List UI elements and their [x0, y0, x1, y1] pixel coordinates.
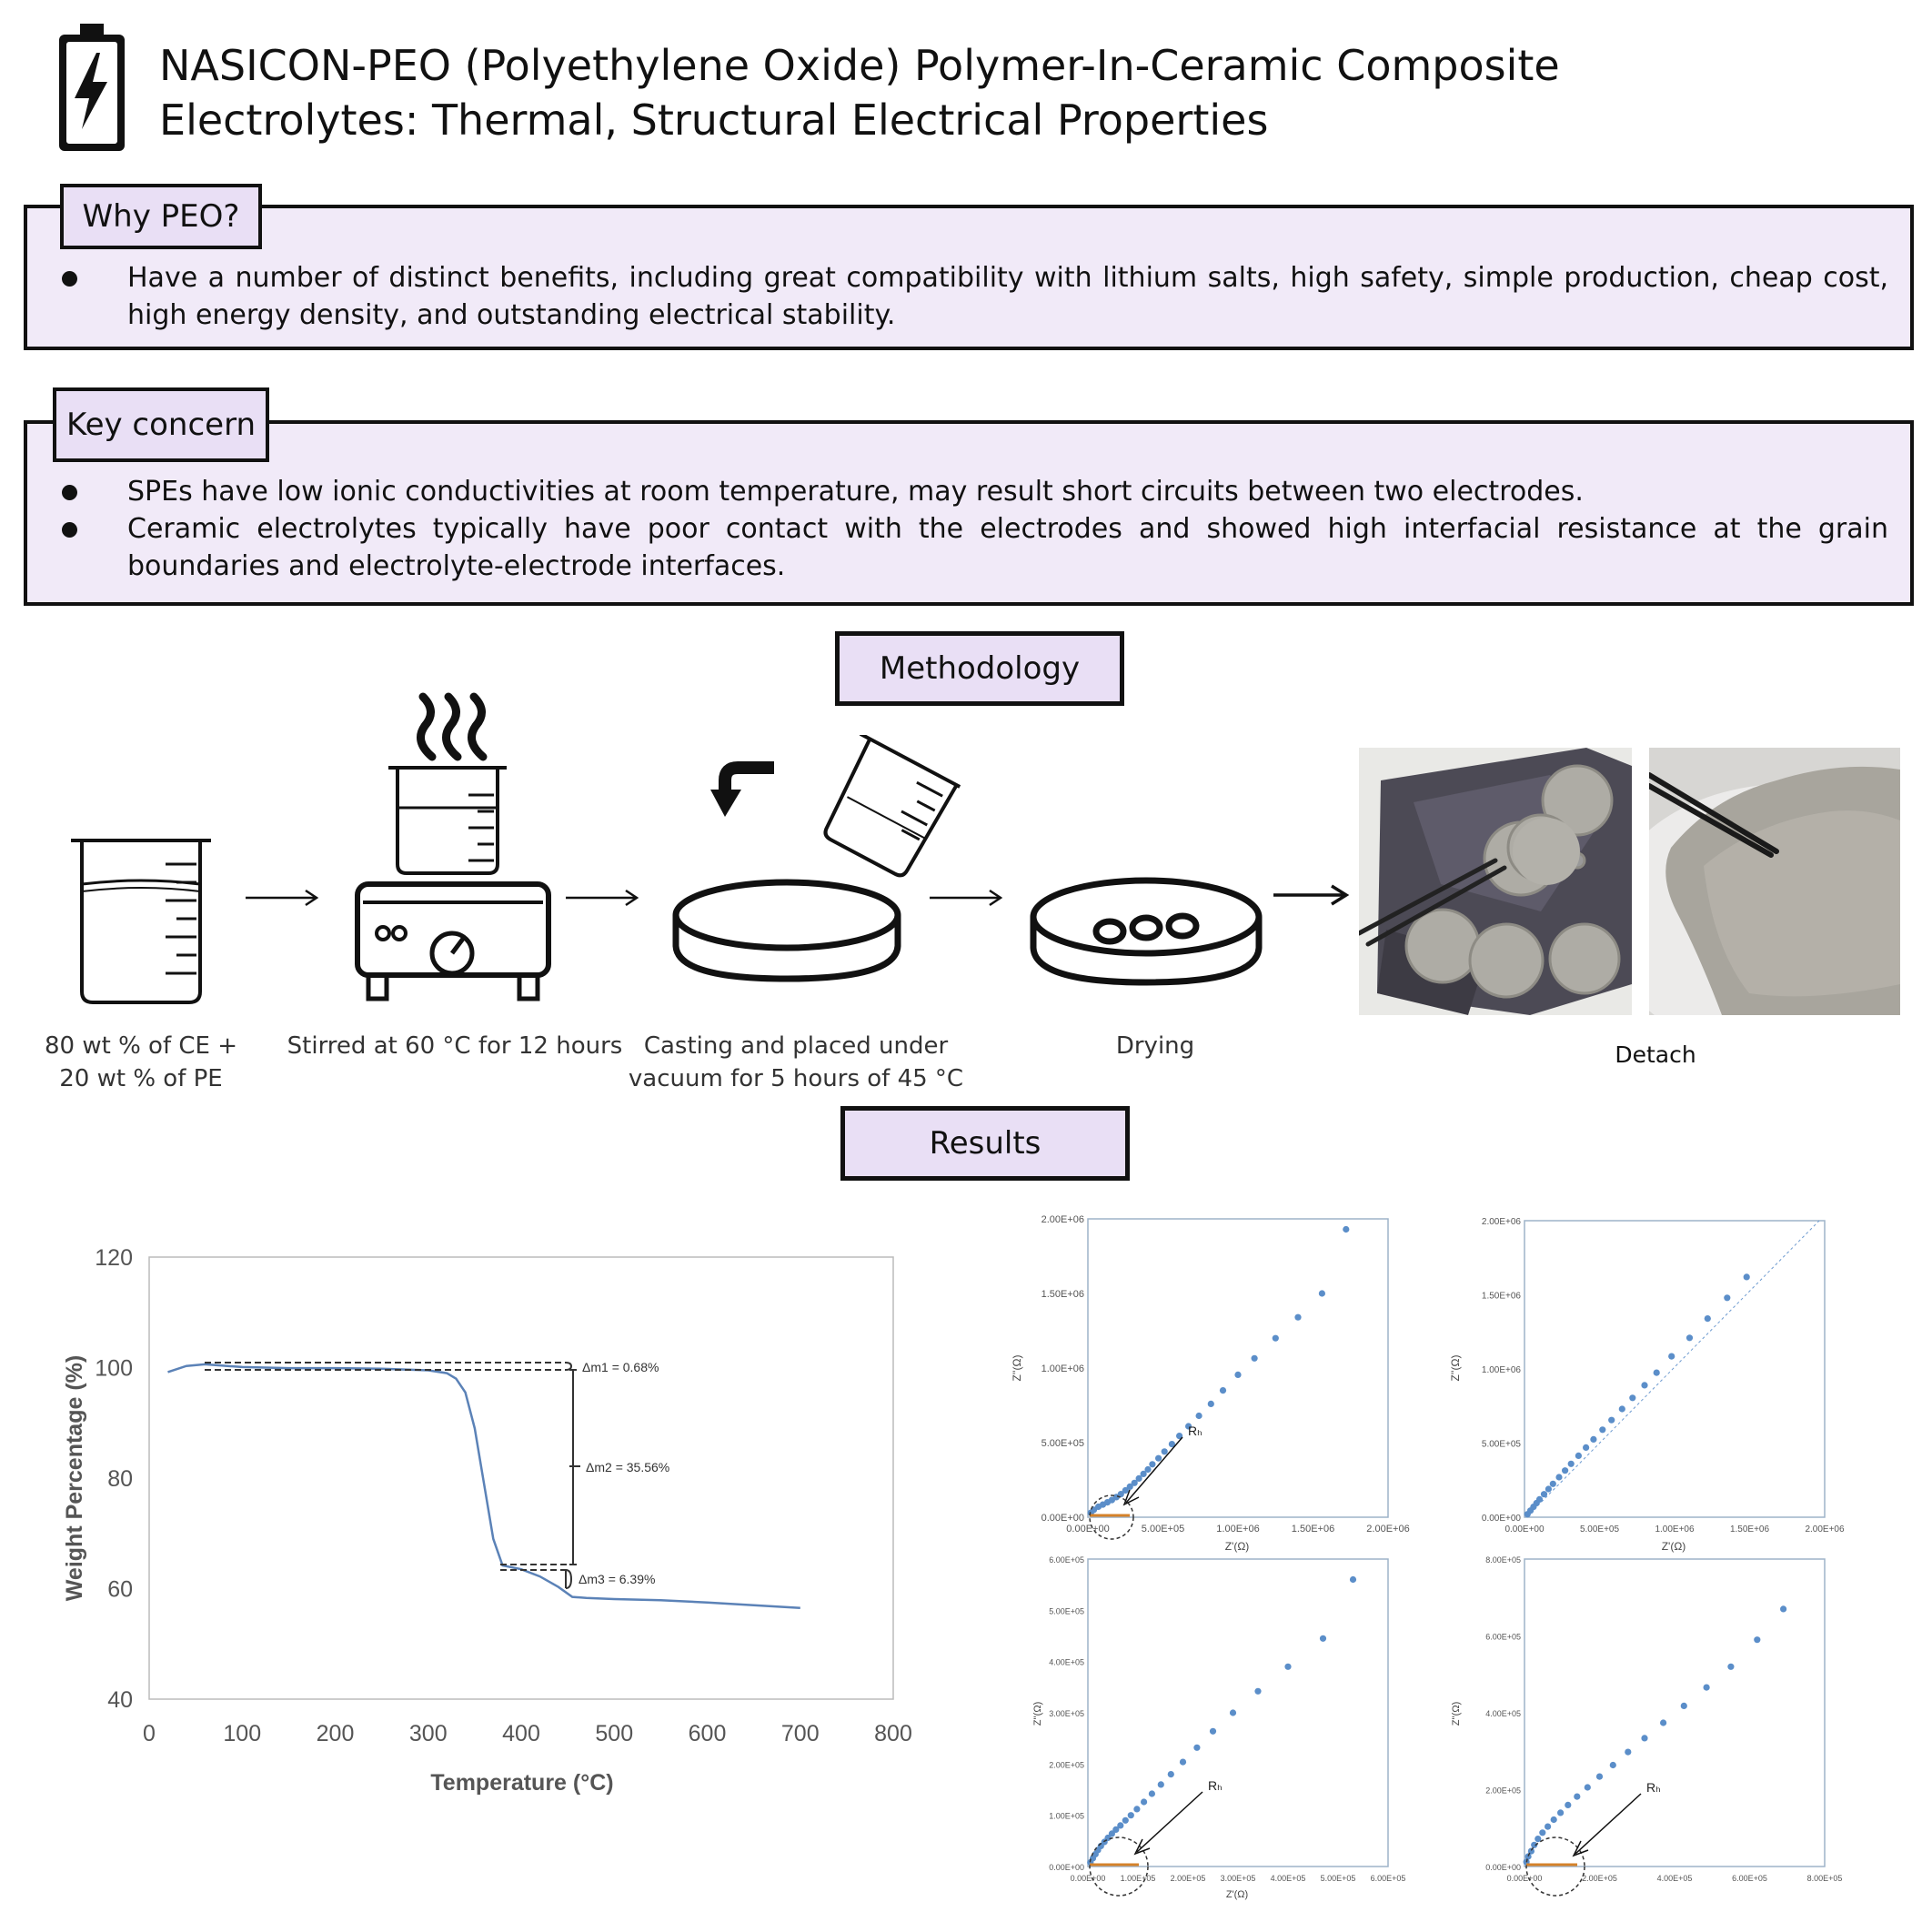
petri-dish-pour-icon: [669, 735, 987, 990]
tga-x-tick-1: 100: [223, 1721, 262, 1746]
nyquist-1-point-14: [1149, 1461, 1155, 1467]
nyquist-2-x-tick-0: 0.00E+00: [1504, 1524, 1545, 1535]
nyquist-2-point-11: [1575, 1453, 1582, 1459]
nyquist-2-y-label: Z''(Ω): [1449, 1354, 1462, 1382]
step-5-label: Detach: [1615, 1041, 1696, 1068]
nyquist-3-point-15: [1158, 1781, 1164, 1787]
nyquist-4-x-tick-0: 0.00E+00: [1506, 1874, 1543, 1883]
nyquist-4-x-tick-2: 4.00E+05: [1656, 1874, 1693, 1883]
tga-x-tick-7: 700: [780, 1721, 820, 1746]
nyquist-2-point-19: [1654, 1370, 1660, 1376]
tga-x-tick-2: 200: [316, 1721, 355, 1746]
nyquist-plot-3: [1010, 1546, 1410, 1901]
nyquist-3-point-9: [1117, 1822, 1123, 1828]
arrow-right-icon: [564, 887, 640, 909]
nyquist-4-point-8: [1557, 1809, 1564, 1816]
nyquist-3-point-19: [1210, 1728, 1216, 1735]
key-concern-bullets: [55, 473, 1888, 585]
nyquist-4-point-17: [1681, 1703, 1687, 1709]
nyquist-4-point-13: [1610, 1762, 1616, 1768]
tga-y-ticks: [95, 1245, 133, 1713]
nyquist-4-y-tick-0: 0.00E+00: [1485, 1863, 1521, 1872]
hotplate-stirrer-icon: [350, 691, 559, 1010]
nyquist-4-point-19: [1727, 1664, 1734, 1670]
nyquist-1-rb-label: Rₕ: [1188, 1424, 1202, 1438]
nyquist-2-point-17: [1629, 1394, 1635, 1401]
tga-y-axis-label: Weight Percentage (%): [62, 1354, 87, 1602]
tga-x-tick-4: 400: [502, 1721, 540, 1746]
nyquist-3-point-12: [1133, 1806, 1140, 1812]
nyquist-2-x-tick-4: 2.00E+06: [1805, 1524, 1845, 1535]
nyquist-2-point-13: [1590, 1436, 1596, 1443]
nyquist-2-point-21: [1686, 1334, 1693, 1341]
why-peo-panel: [24, 205, 1914, 350]
nyquist-4-point-7: [1551, 1816, 1557, 1823]
nyquist-3-y-label: Z''(Ω): [1032, 1701, 1043, 1726]
nyquist-2-y-tick-4: 2.00E+06: [1481, 1217, 1521, 1227]
nyquist-1-point-24: [1252, 1355, 1258, 1362]
arrow-right-icon: [928, 887, 1004, 909]
nyquist-4-point-20: [1754, 1636, 1760, 1643]
detached-membrane-photo: [1649, 748, 1900, 1015]
nyquist-4-point-6: [1545, 1824, 1551, 1830]
nyquist-3-point-24: [1350, 1576, 1356, 1583]
nyquist-3-point-22: [1284, 1664, 1291, 1670]
tga-plot-frame: [149, 1257, 893, 1699]
tga-x-tick-5: 500: [595, 1721, 634, 1746]
step-1-label: 80 wt % of CE + 20 wt % of PE: [45, 1032, 237, 1092]
nyquist-3-x-label: Z'(Ω): [1225, 1889, 1249, 1900]
nyquist-3-point-23: [1320, 1635, 1326, 1642]
nyquist-2-y-tick-2: 1.00E+06: [1481, 1365, 1521, 1375]
nyquist-plot-4: [1446, 1546, 1846, 1901]
nyquist-3-point-20: [1230, 1709, 1236, 1716]
nyquist-4-y-label: Z''(Ω): [1451, 1701, 1462, 1726]
nyquist-4-point-12: [1596, 1774, 1603, 1780]
nyquist-1-x-tick-2: 1.00E+06: [1216, 1524, 1260, 1535]
nyquist-1-point-27: [1319, 1290, 1325, 1296]
nyquist-2-y-tick-1: 5.00E+05: [1481, 1439, 1521, 1450]
tga-x-tick-3: 300: [408, 1721, 448, 1746]
nyquist-1-point-15: [1155, 1455, 1162, 1462]
step-3-label: Casting and placed under vacuum for 5 hours of 45 °C: [628, 1032, 964, 1092]
nyquist-4-point-21: [1780, 1605, 1786, 1612]
nyquist-3-point-11: [1128, 1812, 1134, 1818]
nyquist-1-point-21: [1208, 1401, 1214, 1407]
tga-annotation-dm2: Δm2 = 35.56%: [586, 1460, 670, 1474]
nyquist-4-x-tick-1: 2.00E+05: [1582, 1874, 1617, 1883]
nyquist-2-point-10: [1568, 1461, 1575, 1467]
nyquist-1-point-20: [1196, 1413, 1202, 1419]
tga-y-tick-1: 60: [107, 1576, 133, 1603]
nyquist-1-y-tick-0: 0.00E+00: [1041, 1513, 1084, 1524]
nyquist-3-y-tick-3: 3.00E+05: [1049, 1709, 1084, 1718]
nyquist-3-point-17: [1180, 1759, 1186, 1766]
poster-title-line1: NASICON-PEO (Polyethylene Oxide) Polymer-In-Ceramic Composite: [159, 41, 1560, 90]
why-peo-heading: Why PEO?: [60, 184, 262, 249]
nyquist-plot-1: [1010, 1210, 1410, 1555]
tga-x-tick-6: 600: [688, 1721, 727, 1746]
nyquist-2-y-tick-3: 1.50E+06: [1481, 1291, 1521, 1302]
nyquist-3-point-18: [1193, 1745, 1200, 1751]
arrow-right-icon: [244, 887, 320, 909]
nyquist-4-point-11: [1585, 1784, 1591, 1790]
nyquist-3-y-tick-0: 0.00E+00: [1049, 1863, 1084, 1872]
nyquist-1-x-tick-4: 2.00E+06: [1366, 1524, 1410, 1535]
nyquist-3-point-16: [1168, 1771, 1174, 1777]
nyquist-4-point-18: [1704, 1685, 1710, 1691]
nyquist-1-x-label: Z'(Ω): [1224, 1540, 1250, 1553]
nyquist-1-point-22: [1220, 1387, 1226, 1394]
nyquist-2-point-24: [1744, 1273, 1750, 1280]
nyquist-4-y-tick-1: 2.00E+05: [1485, 1786, 1521, 1796]
nyquist-2-point-14: [1599, 1426, 1605, 1433]
tga-x-ticks: [143, 1721, 912, 1746]
battery-bolt-icon: [55, 22, 129, 155]
nyquist-2-point-12: [1583, 1444, 1589, 1451]
petri-dish-discs-icon: [1028, 873, 1264, 991]
nyquist-2-point-23: [1724, 1294, 1730, 1301]
nyquist-3-y-tick-6: 6.00E+05: [1049, 1555, 1084, 1565]
nyquist-2-point-4: [1536, 1496, 1543, 1503]
nyquist-4-x-tick-3: 6.00E+05: [1732, 1874, 1767, 1883]
nyquist-4-y-tick-4: 8.00E+05: [1485, 1555, 1521, 1565]
nyquist-2-point-5: [1541, 1491, 1547, 1497]
nyquist-3-x-tick-6: 6.00E+05: [1370, 1874, 1406, 1883]
nyquist-plot-2: [1446, 1210, 1846, 1555]
nyquist-2-y-tick-0: 0.00E+00: [1481, 1514, 1521, 1524]
nyquist-3-point-14: [1149, 1790, 1155, 1796]
tga-x-axis-label: Temperature (°C): [430, 1770, 614, 1796]
key-concern-heading: Key concern: [53, 387, 269, 462]
nyquist-3-point-13: [1141, 1798, 1147, 1805]
nyquist-4-point-14: [1625, 1749, 1631, 1756]
nyquist-4-point-10: [1574, 1794, 1580, 1800]
poster-title-line2: Electrolytes: Thermal, Structural Electrical Properties: [159, 96, 1269, 145]
nyquist-3-y-tick-5: 5.00E+05: [1049, 1606, 1084, 1616]
nyquist-1-point-23: [1234, 1372, 1241, 1378]
nyquist-2-point-15: [1608, 1417, 1615, 1424]
nyquist-1-y-tick-3: 1.50E+06: [1041, 1289, 1084, 1300]
why-peo-bullet-1: Have a number of distinct benefits, including great compatibility with lithium salts, high safety, simple production, cheap cost, high energy density, and outstanding electrical stability.: [55, 259, 1888, 334]
nyquist-2-x-label: Z'(Ω): [1661, 1540, 1686, 1553]
beaker-icon: [64, 828, 218, 1010]
nyquist-1-y-tick-4: 2.00E+06: [1041, 1214, 1084, 1225]
nyquist-4-y-tick-3: 6.00E+05: [1485, 1632, 1521, 1642]
key-concern-panel: [24, 420, 1914, 606]
nyquist-3-x-tick-0: 0.00E+00: [1070, 1874, 1106, 1883]
key-concern-bullet-1: SPEs have low ionic conductivities at room temperature, may result short circuits between two electrodes.: [55, 473, 1888, 510]
tga-chart: [55, 1228, 928, 1810]
nyquist-3-point-21: [1254, 1688, 1261, 1695]
nyquist-2-point-9: [1562, 1467, 1568, 1474]
nyquist-3-y-tick-4: 4.00E+05: [1049, 1657, 1084, 1667]
nyquist-2-x-tick-2: 1.00E+06: [1655, 1524, 1695, 1535]
nyquist-1-point-28: [1343, 1226, 1349, 1233]
nyquist-2-point-20: [1668, 1353, 1675, 1360]
nyquist-1-y-label: Z''(Ω): [1011, 1354, 1023, 1382]
nyquist-2-point-8: [1555, 1474, 1562, 1480]
nyquist-3-x-tick-5: 5.00E+05: [1320, 1874, 1356, 1883]
key-concern-bullet-2: Ceramic electrolytes typically have poor contact with the electrodes and showed high interfacial resistance at the grain boundaries and electrolyte-electrode interfaces.: [55, 510, 1888, 585]
step-2-label: Stirred at 60 °C for 12 hours: [287, 1032, 623, 1060]
nyquist-2-x-tick-1: 5.00E+05: [1579, 1524, 1620, 1535]
nyquist-4-point-15: [1641, 1735, 1647, 1741]
nyquist-4-point-16: [1660, 1719, 1666, 1726]
nyquist-3-point-10: [1122, 1817, 1129, 1824]
nyquist-4-y-tick-2: 4.00E+05: [1485, 1709, 1521, 1718]
arrow-right-icon: [1272, 882, 1350, 908]
tga-annotation-dm3: Δm3 = 6.39%: [579, 1572, 656, 1586]
tga-y-tick-0: 40: [107, 1687, 133, 1713]
nyquist-3-x-tick-3: 3.00E+05: [1220, 1874, 1256, 1883]
nyquist-1-x-tick-0: 0.00E+00: [1066, 1524, 1110, 1535]
tga-x-tick-8: 800: [874, 1721, 912, 1746]
nyquist-3-x-tick-1: 1.00E+05: [1120, 1874, 1156, 1883]
nyquist-2-point-18: [1641, 1382, 1647, 1388]
nyquist-1-x-tick-3: 1.50E+06: [1291, 1524, 1335, 1535]
discs-on-foil-photo: [1359, 748, 1632, 1015]
nyquist-3-x-tick-2: 2.00E+05: [1170, 1874, 1206, 1883]
tga-x-tick-0: 0: [143, 1721, 156, 1746]
nyquist-2-point-16: [1619, 1405, 1625, 1412]
nyquist-2-point-6: [1545, 1485, 1552, 1492]
nyquist-2-point-22: [1705, 1315, 1711, 1322]
nyquist-3-x-tick-4: 4.00E+05: [1270, 1874, 1306, 1883]
nyquist-3-rb-label: Rₕ: [1208, 1778, 1223, 1793]
tga-annotation-dm1: Δm1 = 0.68%: [582, 1360, 659, 1374]
nyquist-1-point-25: [1273, 1335, 1279, 1342]
tga-y-tick-3: 100: [95, 1355, 133, 1382]
step-4-label: Drying: [1115, 1032, 1195, 1060]
nyquist-1-point-16: [1162, 1448, 1168, 1454]
tga-y-tick-4: 120: [95, 1245, 133, 1271]
nyquist-1-point-13: [1144, 1466, 1151, 1473]
nyquist-4-point-5: [1539, 1829, 1545, 1836]
nyquist-3-y-tick-2: 2.00E+05: [1049, 1760, 1084, 1770]
nyquist-2-point-7: [1550, 1481, 1556, 1487]
nyquist-1-point-26: [1294, 1314, 1301, 1321]
nyquist-3-y-tick-1: 1.00E+05: [1049, 1811, 1084, 1821]
results-heading: Results: [840, 1106, 1130, 1181]
nyquist-1-x-tick-1: 5.00E+05: [1141, 1524, 1185, 1535]
methodology-heading: Methodology: [835, 631, 1124, 706]
nyquist-4-point-9: [1565, 1802, 1571, 1808]
why-peo-bullets: [55, 259, 1888, 334]
nyquist-4-x-tick-4: 8.00E+05: [1806, 1874, 1843, 1883]
nyquist-4-rb-label: Rₕ: [1646, 1780, 1661, 1795]
nyquist-1-y-tick-2: 1.00E+06: [1041, 1363, 1084, 1374]
nyquist-2-x-tick-3: 1.50E+06: [1729, 1524, 1770, 1535]
tga-y-tick-2: 80: [107, 1466, 133, 1492]
nyquist-1-y-tick-1: 5.00E+05: [1041, 1438, 1084, 1449]
